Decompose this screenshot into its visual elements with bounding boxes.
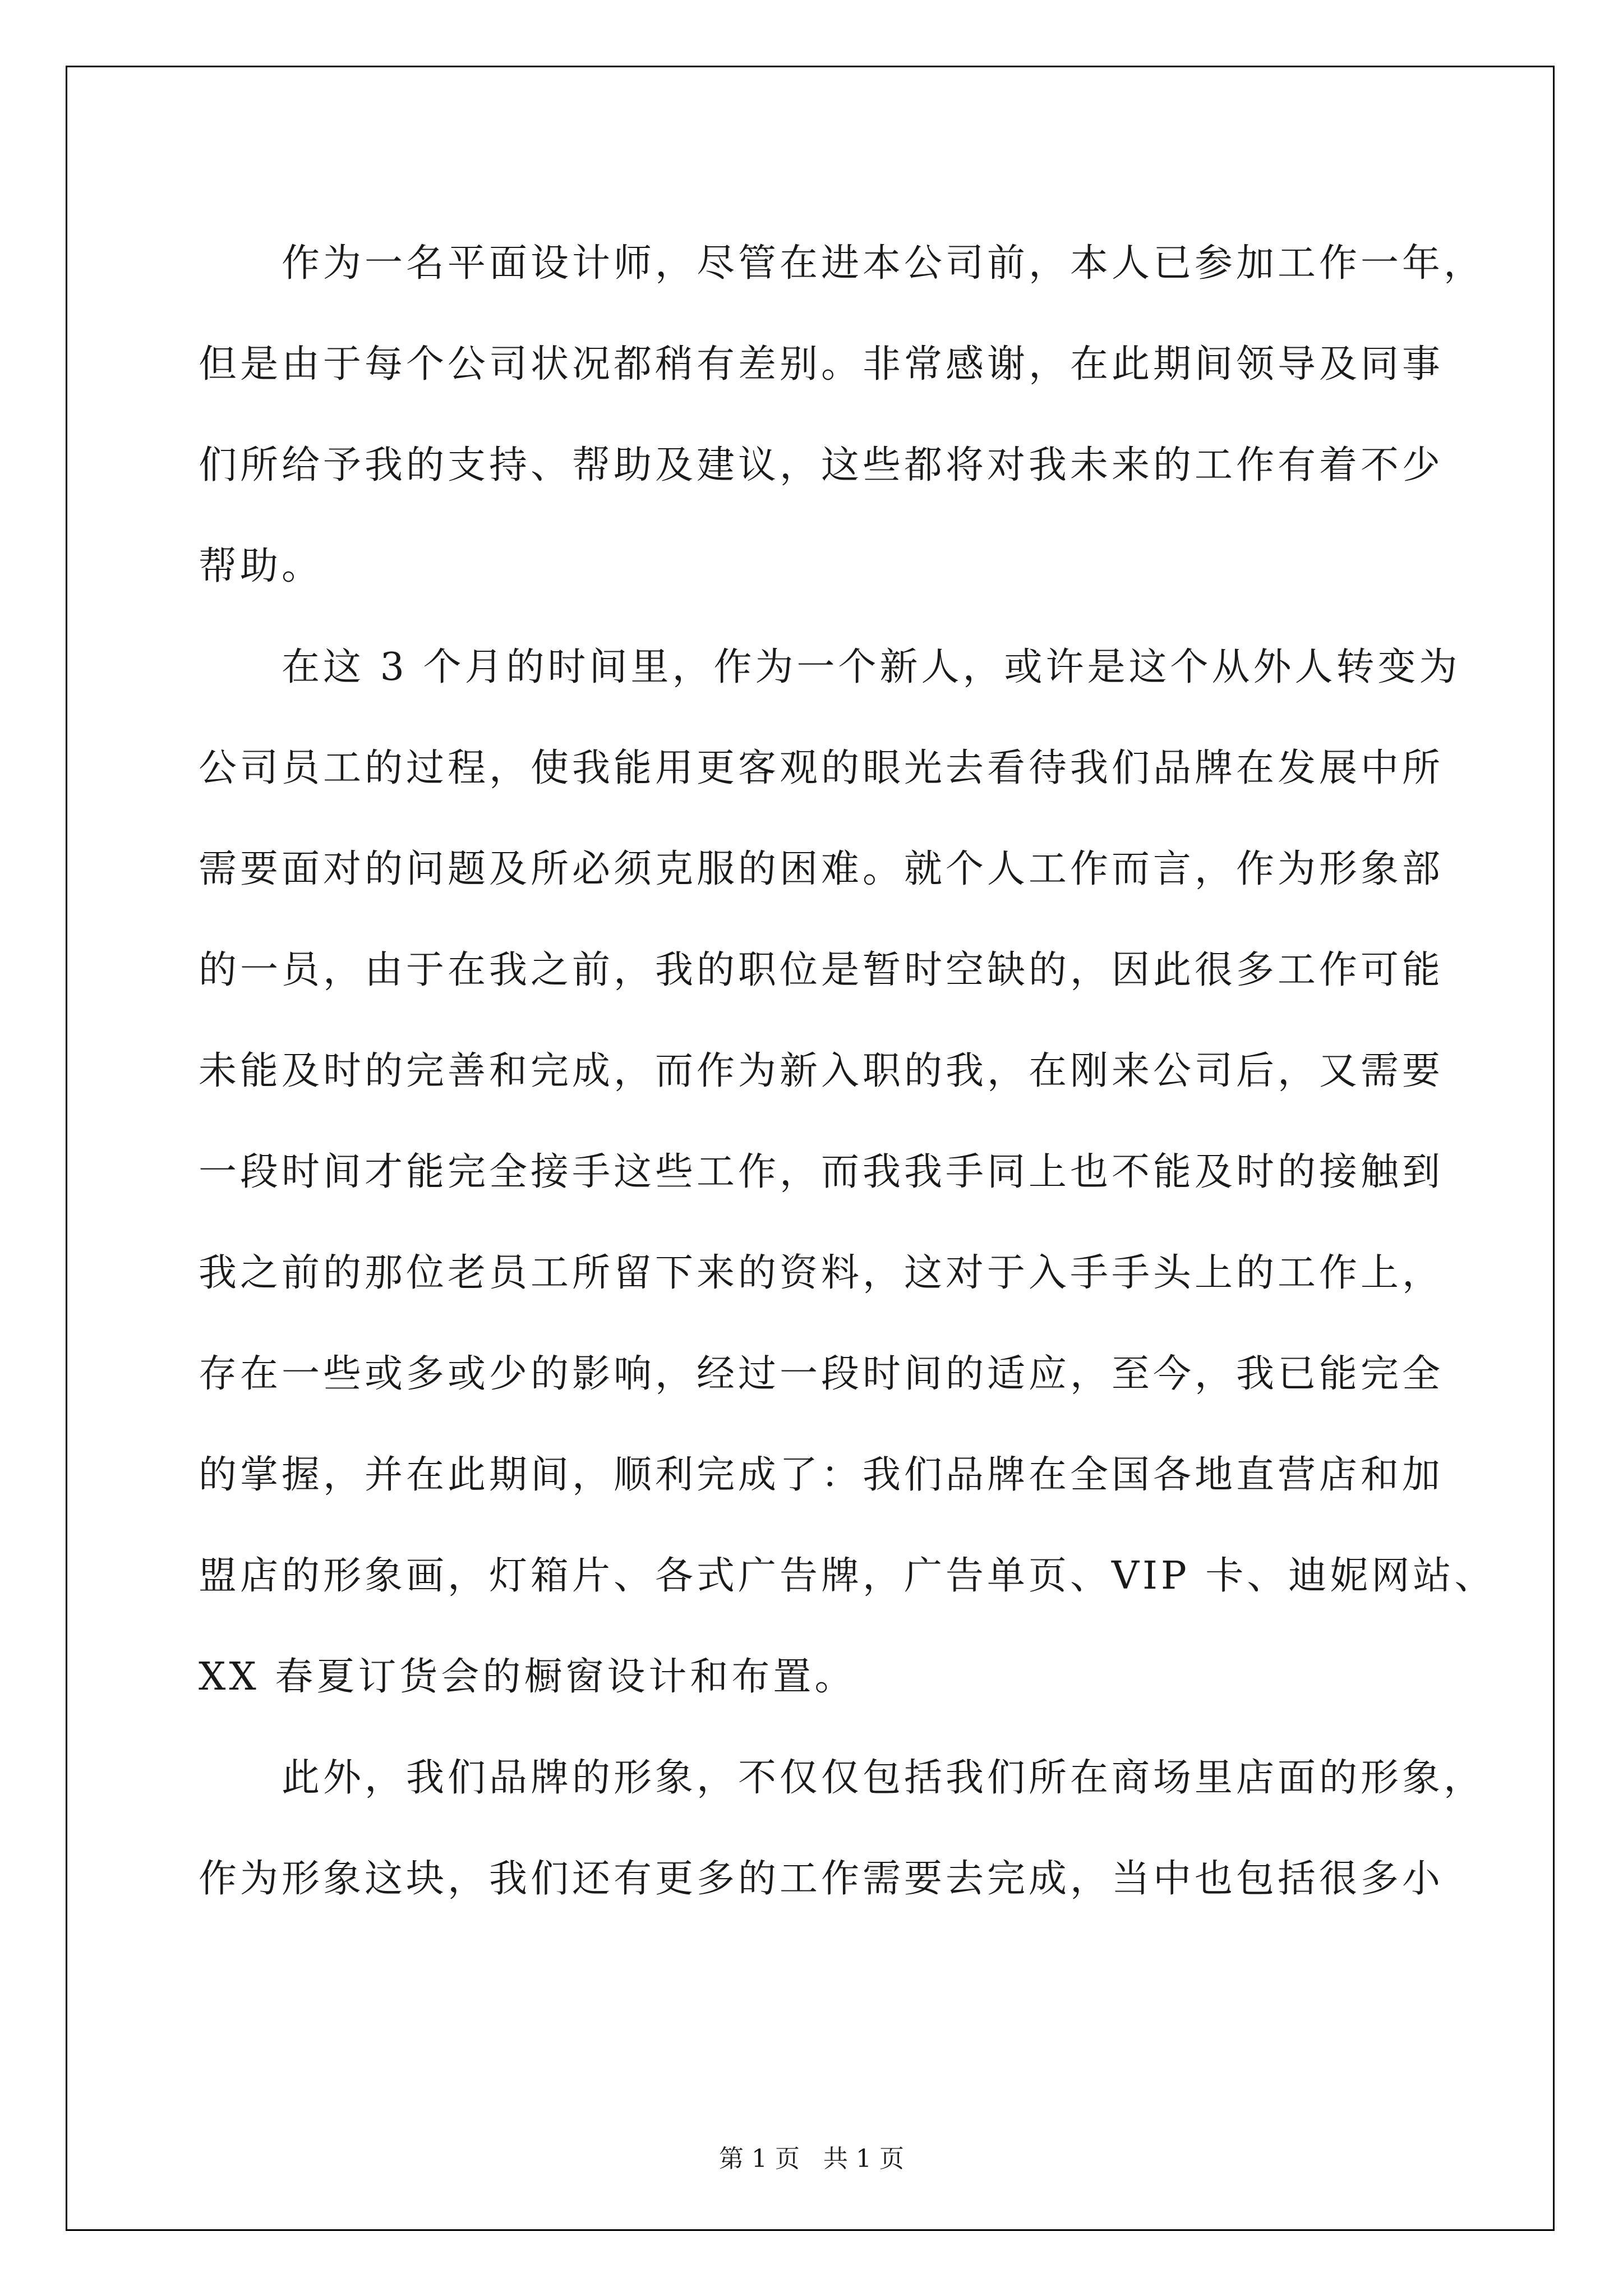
paragraph-1-line-1: 作为一名平面设计师，尽管在进本公司前，本人已参加工作一年， (282, 241, 1486, 286)
paragraph-2-line-11: XX 春夏订货会的橱窗设计和布置。 (199, 1655, 856, 1699)
paragraph-1-line-4: 帮助。 (199, 544, 324, 588)
paragraph-2-line-9: 的掌握，并在此期间，顺利完成了：我们品牌在全国各地直营店和加 (199, 1453, 1444, 1497)
paragraph-3-line-1: 此外，我们品牌的形象，不仅仅包括我们所在商场里店面的形象， (282, 1756, 1486, 1800)
page-number-footer: 第 1 页 共 1 页 (719, 2145, 904, 2173)
paragraph-2-line-2: 公司员工的过程，使我能用更客观的眼光去看待我们品牌在发展中所 (199, 746, 1444, 790)
paragraph-1-line-2: 但是由于每个公司状况都稍有差别。非常感谢，在此期间领导及同事 (199, 342, 1444, 386)
paragraph-1-line-3: 们所给予我的支持、帮助及建议，这些都将对我未来的工作有着不少 (199, 443, 1444, 487)
paragraph-2-line-5: 未能及时的完善和完成，而作为新入职的我，在刚来公司后，又需要 (199, 1049, 1444, 1093)
paragraph-2-line-3: 需要面对的问题及所必须克服的困难。就个人工作而言，作为形象部 (199, 847, 1444, 891)
paragraph-2-line-1: 在这 3 个月的时间里，作为一个新人，或许是这个从外人转变为 (282, 645, 1461, 689)
paragraph-2-line-4: 的一员，由于在我之前，我的职位是暂时空缺的，因此很多工作可能 (199, 948, 1444, 992)
document-body (199, 213, 1496, 1930)
paragraph-2-line-10: 盟店的形象画，灯箱片、各式广告牌，广告单页、VIP 卡、迪妮网站、 (199, 1554, 1496, 1598)
paragraph-2-line-6: 一段时间才能完全接手这些工作，而我我手同上也不能及时的接触到 (199, 1150, 1444, 1194)
paragraph-2-line-7: 我之前的那位老员工所留下来的资料，这对于入手手头上的工作上， (199, 1251, 1444, 1295)
paragraph-3-line-2: 作为形象这块，我们还有更多的工作需要去完成，当中也包括很多小 (199, 1857, 1444, 1901)
paragraph-2-line-8: 存在一些或多或少的影响，经过一段时间的适应，至今，我已能完全 (199, 1352, 1444, 1396)
